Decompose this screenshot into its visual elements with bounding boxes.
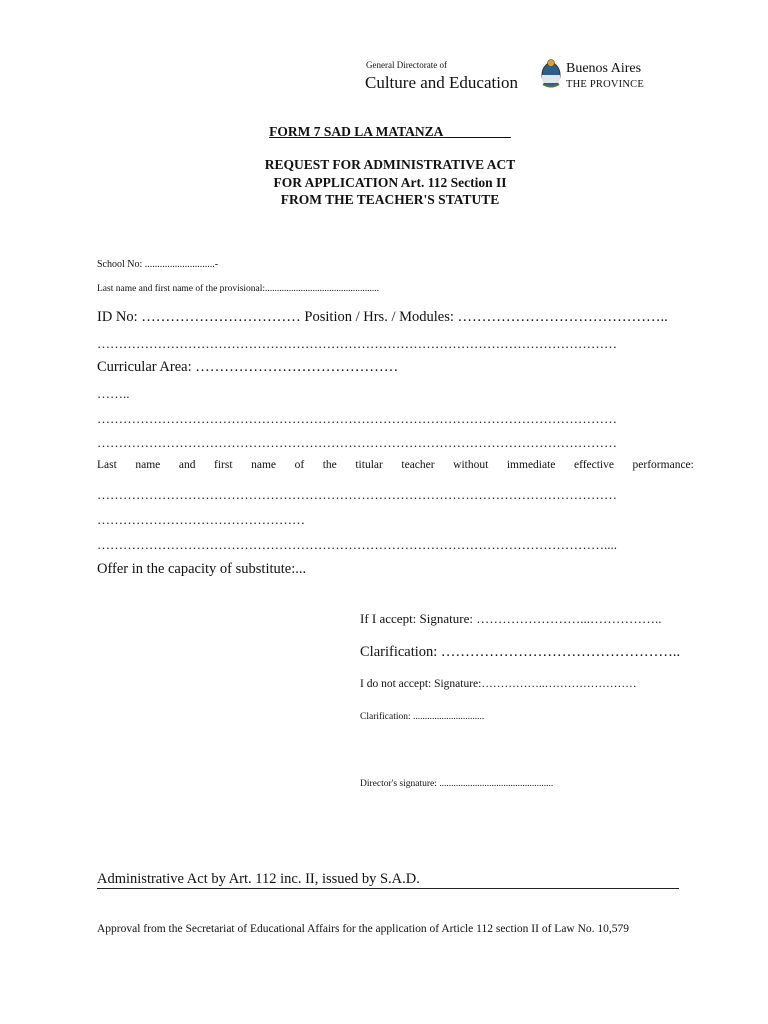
id-position-field[interactable]: ID No: …………………………… Position / Hrs. / Modules: …………………………………….. bbox=[97, 309, 668, 325]
director-signature-field[interactable]: Director's signature: ................................................ bbox=[360, 779, 554, 789]
titular-word: immediate bbox=[506, 459, 556, 471]
titular-word: name bbox=[251, 459, 277, 471]
titular-word: name bbox=[135, 459, 161, 471]
titular-word: teacher bbox=[401, 459, 435, 471]
form-code-text: FORM 7 SAD LA MATANZA bbox=[269, 124, 444, 139]
province-crest-icon bbox=[540, 58, 562, 90]
titular-word: first bbox=[214, 459, 233, 471]
dotted-line-5[interactable]: ………………………………………… bbox=[97, 512, 305, 527]
offer-substitute-label: Offer in the capacity of substitute:... bbox=[97, 561, 307, 577]
titular-word: effective bbox=[573, 459, 614, 471]
directorate-label: General Directorate of bbox=[366, 60, 447, 70]
short-dotted-line[interactable]: …….. bbox=[97, 386, 130, 401]
request-title-line-1: REQUEST FOR ADMINISTRATIVE ACT bbox=[264, 157, 516, 172]
titular-word: and bbox=[178, 459, 196, 471]
clarification-field-1[interactable]: Clarification: ………………………………………….. bbox=[360, 644, 681, 660]
titular-word: titular bbox=[355, 459, 383, 471]
titular-word: the bbox=[322, 459, 337, 471]
curricular-area-field[interactable]: Curricular Area: …………………………………… bbox=[97, 359, 399, 375]
clarification-field-2[interactable]: Clarification: .............................. bbox=[360, 712, 485, 722]
dotted-line-2[interactable]: ………………………………………………………………………………………………………… bbox=[97, 411, 617, 426]
not-accept-signature-field[interactable]: I do not accept: Signature:……………..…………………… bbox=[360, 678, 637, 690]
approval-text: Approval from the Secretariat of Educational Affairs for the application of Article 112 section II of Law No. 10,579 bbox=[97, 923, 630, 935]
administrative-act-rule bbox=[97, 888, 679, 889]
request-title-line-2: FOR APPLICATION Art. 112 Section II bbox=[273, 175, 507, 190]
form-code-underline-tail bbox=[443, 124, 511, 139]
province-name: Buenos Aires bbox=[566, 61, 642, 76]
titular-word: performance: bbox=[632, 459, 694, 471]
dotted-line-6[interactable]: ……………………………………………………………………………………………………….... bbox=[97, 537, 617, 552]
titular-word: of bbox=[294, 459, 305, 471]
titular-teacher-label bbox=[97, 459, 694, 471]
dotted-line-4[interactable]: ………………………………………………………………………………………………………… bbox=[97, 487, 617, 502]
titular-word: without bbox=[453, 459, 489, 471]
form-code-title bbox=[0, 124, 768, 140]
accept-signature-field[interactable]: If I accept: Signature: ……………………...…………….. bbox=[360, 611, 662, 626]
provisional-name-field[interactable]: Last name and first name of the provisional:................................................ bbox=[97, 284, 380, 294]
titular-word: Last bbox=[97, 459, 117, 471]
administrative-act-label: Administrative Act by Art. 112 inc. II, issued by S.A.D. bbox=[97, 871, 420, 887]
dotted-line-3[interactable]: ………………………………………………………………………………………………………… bbox=[97, 435, 617, 450]
department-name: Culture and Education bbox=[365, 73, 518, 92]
request-title-line-3: FROM THE TEACHER'S STATUTE bbox=[280, 192, 500, 207]
province-subtitle: THE PROVINCE bbox=[566, 79, 644, 90]
school-number-field[interactable]: School No: ............................- bbox=[97, 259, 219, 270]
dotted-line-1[interactable]: ………………………………………………………………………………………………………… bbox=[97, 336, 617, 351]
